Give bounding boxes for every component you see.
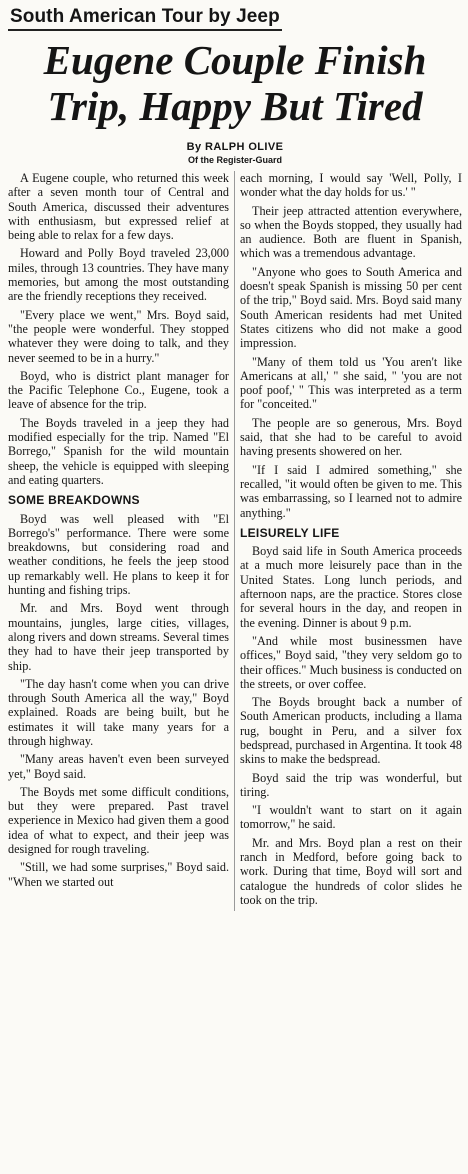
paragraph: Mr. and Mrs. Boyd plan a rest on their ranch in Medford, before going back to work. During that time, Boyd will sort and catalogue the hundreds of color slides he took on the trip. (240, 835, 462, 907)
paragraph: Mr. and Mrs. Boyd went through mountains, jungles, large cities, villages, along rivers and down streams. Several times they had to have their jeep transported by ship. (8, 601, 230, 673)
paragraph: "Anyone who goes to South America and doesn't speak Spanish is missing 50 per cent of the trip," Boyd said. Mrs. Boyd said many South American residents had met United States citizens who did not make a good impression. (240, 264, 462, 351)
paragraph: A Eugene couple, who returned this week after a seven month tour of Central and South America, discussed their adventures with enthusiasm, but expressed relief at being able to relax for a few days. (8, 171, 229, 243)
left-column (8, 171, 235, 911)
paragraph: Boyd was well pleased with "El Borrego's" performance. There were some breakdowns, but considering road and weather conditions, he feels the jeep stood up remarkably well. He plans to keep it for hunting and fishing trips. (8, 511, 229, 598)
paragraph: "The day hasn't come when you can drive through South America all the way," Boyd explained. Roads are being built, but he estimates it will take many years for a through highway. (8, 676, 229, 748)
paragraph: The people are so generous, Mrs. Boyd said, that she had to be careful to avoid having presents showered on her. (240, 415, 462, 459)
right-column (235, 171, 462, 911)
paragraph: "Every place we went," Mrs. Boyd said, "the people were wonderful. They stopped whatever they were doing to talk, and they never seemed to be in a hurry." (8, 307, 229, 365)
paragraph: Their jeep attracted attention everywhere, so when the Boyds stopped, they usually had an audience. Both are fluent in Spanish, which was a tremendous advantage. (240, 203, 462, 261)
headline (8, 37, 462, 129)
paragraph: "Still, we had some surprises," Boyd said. "When we started out (8, 860, 229, 889)
byline-block (8, 141, 462, 165)
paragraph: "Many areas haven't even been surveyed yet," Boyd said. (8, 752, 229, 781)
article-body (8, 171, 462, 911)
paragraph: "Many of them told us 'You aren't like Americans at all,' " she said, " 'you are not poof poof,' " This was interpreted as a term for "conceited." (240, 354, 462, 412)
paragraph: Howard and Polly Boyd traveled 23,000 miles, through 13 countries. They have many memories, but among the most outstanding are the friendly receptions they received. (8, 246, 229, 304)
subhead: SOME BREAKDOWNS (8, 493, 140, 508)
paragraph: "And while most businessmen have offices," Boyd said, "they very seldom go to their offices." Much business is conducted on the streets, or over coffee. (240, 633, 462, 691)
paragraph: "If I said I admired something," she recalled, "it would often be given to me. This was embarrassing, so I learned not to admire anything." (240, 462, 462, 520)
paragraph: Boyd said life in South America proceeds at a much more leisurely pace than in the United States. Long lunch periods, and afternoon naps, are the practice. Stores close for several hours in the day, and reopen in the evening. Dinner is about 9 p.m. (240, 544, 462, 630)
paragraph: The Boyds met some difficult conditions, but they were prepared. Past travel experience in Mexico had given them a good idea of what to expect, and their jeep was designed for rough traveling. (8, 784, 229, 857)
headline-line-2: Trip, Happy But Tired (47, 83, 423, 129)
byline-affiliation: Of the Register-Guard (187, 155, 282, 165)
paragraph: Boyd, who is district plant manager for the Pacific Telephone Co., Eugene, took a leave of absence for the trip. (8, 368, 229, 412)
kicker: South American Tour by Jeep (8, 4, 282, 31)
paragraph: The Boyds brought back a number of South American products, including a llama rug, bought in Peru, and a silver fox bedspread, purchased in Argentina. It took 48 skins to make the bedspread. (240, 695, 462, 767)
byline: By RALPH OLIVE (186, 141, 284, 153)
paragraph: each morning, I would say 'Well, Polly, I wonder what the day holds for us.' " (240, 171, 462, 200)
paragraph: "I wouldn't want to start on it again tomorrow," he said. (240, 803, 462, 832)
paragraph: The Boyds traveled in a jeep they had modified especially for the trip. Named "El Borrego," Spanish for the wild mountain sheep, the vehicle is equipped with sleeping and eating quarters. (8, 415, 229, 487)
paragraph: Boyd said the trip was wonderful, but tiring. (240, 770, 462, 799)
subhead: LEISURELY LIFE (240, 525, 340, 540)
headline-line-1: Eugene Couple Finish (43, 37, 427, 83)
